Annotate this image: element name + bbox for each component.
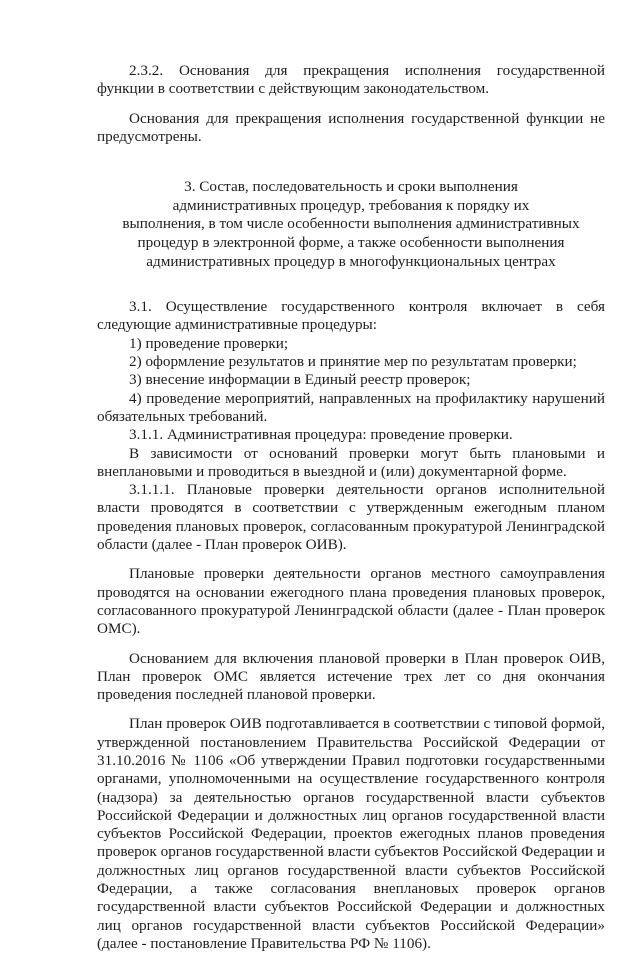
paragraph-no-grounds: Основания для прекращения исполнения государственной функции не предусмотрены.: [97, 109, 605, 145]
list-item: 1) проведение проверки;: [129, 334, 289, 352]
list-item: 2) оформление результатов и принятие мер по результатам проверки;: [129, 353, 577, 371]
list-item: 3) внесение информации в Единый реестр проверок;: [129, 371, 471, 389]
section-title-line: 3. Состав, последовательность и сроки выполнения: [184, 178, 518, 196]
section-title-line: процедур в электронной форме, а также особенности выполнения: [137, 233, 565, 251]
paragraph-depending: В зависимости от оснований проверки могут быть плановыми и внеплановыми и проводиться в выездной и (или) документарной форме.: [97, 444, 605, 480]
paragraph-local-gov: Плановые проверки деятельности органов местного самоуправления проводятся на основании ежегодного плана проведения плановых проверок, согласованного прокуратурой Ленинградской области (далее - План проверок ОМС).: [97, 565, 605, 638]
paragraph-basis: Основанием для включения плановой проверки в План проверок ОИВ, План проверок ОМС является истечение трех лет со дня окончания проведения последней плановой проверки.: [97, 649, 605, 704]
paragraph-3-1-1-1: 3.1.1.1. Плановые проверки деятельности органов исполнительной власти проводятся в соответствии с утвержденным ежегодным планом проведения плановых проверок, согласованным прокуратурой Ленинградской области (далее - План проверок ОИВ).: [97, 481, 605, 554]
section-title-line: административных процедур, требования к порядку их: [172, 196, 530, 214]
paragraph-plan-prepared: План проверок ОИВ подготавливается в соответствии с типовой формой, утвержденной постановлением Правительства Российской Федерации от 31.10.2016 № 1106 «Об утверждении Правил подготовки государственными органами, уполномоченными на осуществление государственного контроля (надзора) за деятельностью органов государственной власти субъектов Российской Федерации и должностных лиц органов государственной власти субъектов Российской Федерации, проектов ежегодных планов проведения проверок органов государственной власти субъектов Российской Федерации и должностных лиц органов государственной власти субъектов Российской Федерации, а также согласования внеплановых проверок органов государственной власти субъектов Российской Федерации и должностных лиц органов государственной власти субъектов Российской Федерации» (далее - постановление Правительства РФ № 1106).: [97, 715, 605, 952]
section-title-line: выполнения, в том числе особенности выполнения административных: [122, 215, 580, 233]
section-3-title: [97, 178, 605, 271]
paragraph-3-1: 3.1. Осуществление государственного контроля включает в себя следующие административные процедуры:: [97, 298, 605, 334]
section-title-line: административных процедур в многофункциональных центрах: [146, 252, 556, 270]
paragraph-2-3-2: 2.3.2. Основания для прекращения исполнения государственной функции в соответствии с действующим законодательством.: [97, 62, 605, 98]
list-item: 4) проведение мероприятий, направленных на профилактику нарушений обязательных требований.: [97, 389, 605, 425]
paragraph-3-1-1: 3.1.1. Административная процедура: проведение проверки.: [129, 426, 513, 444]
document-body: [97, 62, 605, 953]
